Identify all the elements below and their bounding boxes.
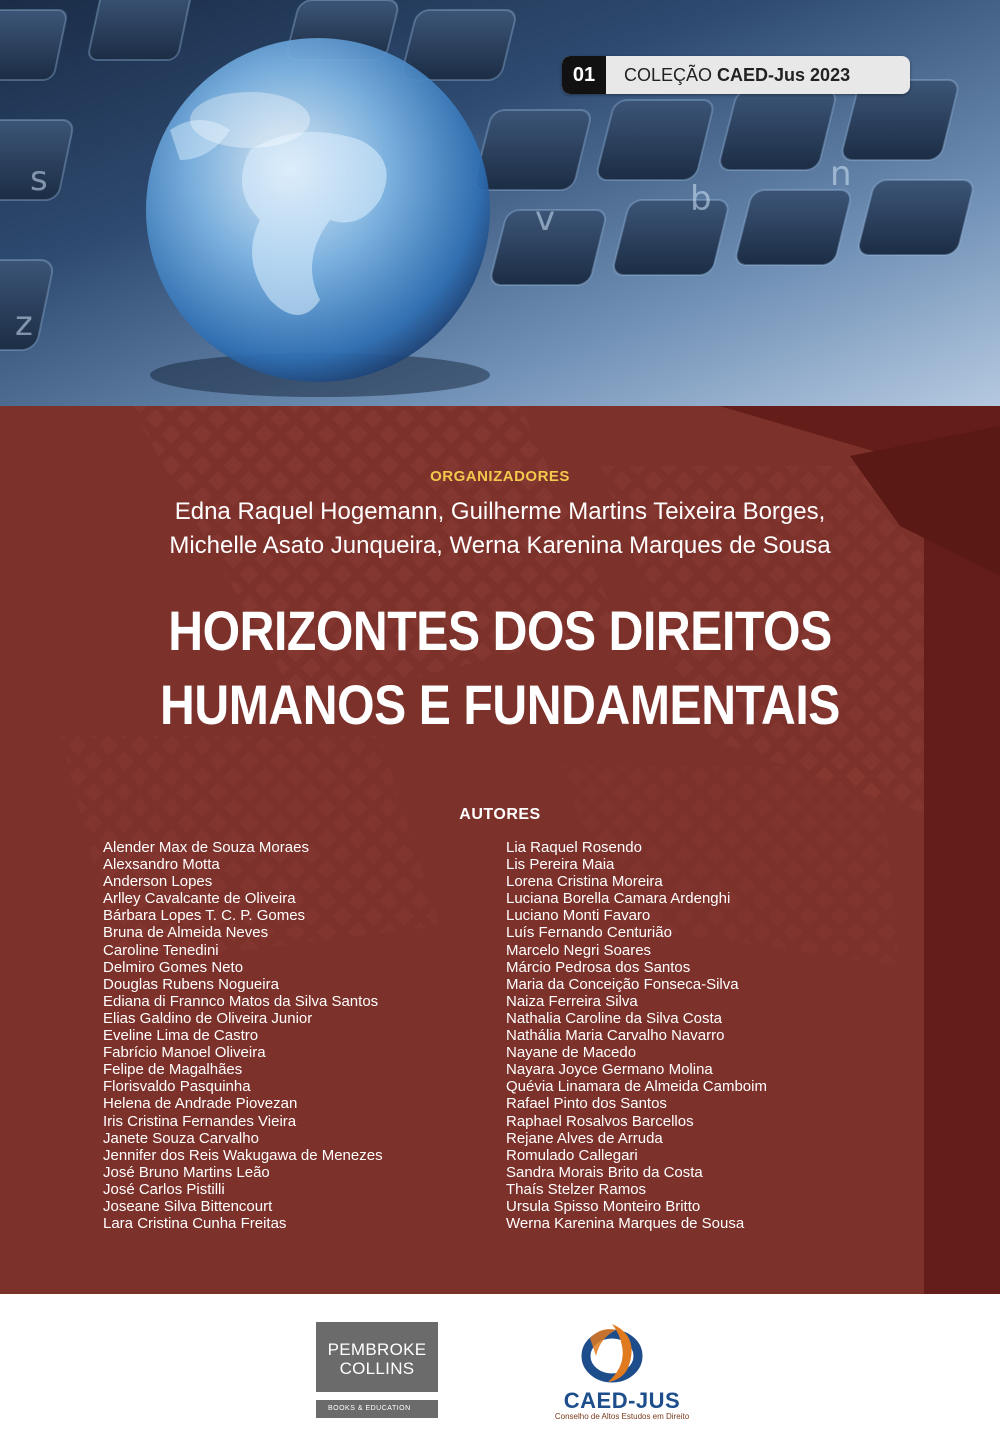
author-name: Werna Karenina Marques de Sousa	[506, 1215, 745, 1233]
collins-text: COLLINS	[339, 1359, 415, 1378]
author-name: Ediana di Frannco Matos da Silva Santos	[103, 992, 379, 1010]
svg-text:z: z	[15, 304, 33, 344]
svg-text:n: n	[830, 154, 852, 194]
books-education-text: BOOKS & EDUCATION	[316, 1400, 438, 1418]
svg-text:s: s	[30, 159, 48, 199]
caed-jus-emblem-icon	[542, 1316, 702, 1388]
author-name: Lorena Cristina Moreira	[506, 873, 663, 891]
organizers-line-2: Michelle Asato Junqueira, Werna Karenina Marques de Sousa	[169, 532, 831, 559]
collection-name: CAED-Jus 2023	[717, 65, 851, 85]
author-name: Raphael Rosalvos Barcellos	[506, 1112, 694, 1130]
author-name: Ursula Spisso Monteiro Britto	[506, 1197, 701, 1215]
author-name: Joseane Silva Bittencourt	[103, 1197, 273, 1215]
author-name: Iris Cristina Fernandes Vieira	[103, 1112, 297, 1130]
svg-text:v: v	[535, 199, 556, 239]
author-name: Fabrício Manoel Oliveira	[103, 1044, 266, 1062]
publisher-footer	[0, 1294, 1000, 1452]
author-name: Márcio Pedrosa dos Santos	[506, 958, 691, 976]
author-name: José Carlos Pistilli	[103, 1180, 225, 1198]
author-name: Marcelo Negri Soares	[506, 941, 652, 959]
caed-jus-subtitle: Conselho de Altos Estudos em Direito	[554, 1412, 690, 1421]
author-name: Naiza Ferreira Silva	[506, 992, 638, 1010]
authors-right-column	[506, 839, 767, 1232]
author-name: Helena de Andrade Piovezan	[103, 1095, 298, 1113]
svg-text:b: b	[690, 179, 712, 219]
author-name: Luciano Monti Favaro	[506, 907, 651, 925]
author-name: José Bruno Martins Leão	[103, 1163, 270, 1181]
book-title-line-1: HORIZONTES DOS DIREITOS	[168, 599, 832, 662]
author-name: Romulado Callegari	[506, 1146, 638, 1164]
author-name: Douglas Rubens Nogueira	[103, 975, 279, 993]
volume-number: 01	[562, 56, 606, 94]
author-name: Bruna de Almeida Neves	[103, 924, 269, 942]
author-name: Jennifer dos Reis Wakugawa de Menezes	[103, 1146, 383, 1164]
pembroke-text: PEMBROKE	[327, 1340, 427, 1359]
author-name: Florisvaldo Pasquinha	[103, 1078, 251, 1096]
author-name: Maria da Conceição Fonseca-Silva	[506, 975, 739, 993]
collection-label	[624, 56, 850, 94]
author-name: Luís Fernando Centurião	[506, 924, 672, 942]
author-name: Thaís Stelzer Ramos	[506, 1180, 647, 1198]
author-name: Luciana Borella Camara Ardenghi	[506, 890, 731, 908]
author-name: Rejane Alves de Arruda	[506, 1129, 663, 1147]
caed-jus-name: CAED-JUS	[563, 1388, 681, 1413]
pembroke-collins-box	[316, 1322, 438, 1392]
author-name: Nayane de Macedo	[506, 1044, 637, 1062]
author-name: Eveline Lima de Castro	[103, 1027, 259, 1045]
book-title-line-2: HUMANOS E FUNDAMENTAIS	[160, 673, 840, 736]
organizers-line-1: Edna Raquel Hogemann, Guilherme Martins Teixeira Borges,	[174, 498, 826, 525]
author-name: Janete Souza Carvalho	[103, 1129, 259, 1147]
author-name: Lis Pereira Maia	[506, 856, 615, 874]
author-name: Felipe de Magalhães	[103, 1061, 243, 1079]
authors-left-column	[103, 839, 383, 1232]
author-name: Arlley Cavalcante de Oliveira	[103, 890, 296, 908]
author-name: Alender Max de Souza Moraes	[103, 839, 309, 856]
authors-heading: AUTORES	[459, 806, 541, 823]
author-name: Sandra Morais Brito da Costa	[506, 1163, 703, 1181]
author-name: Nathalia Caroline da Silva Costa	[506, 1009, 722, 1027]
author-name: Delmiro Gomes Neto	[103, 958, 244, 976]
collection-badge	[562, 56, 910, 94]
author-name: Quévia Linamara de Almeida Camboim	[506, 1078, 767, 1096]
author-name: Bárbara Lopes T. C. P. Gomes	[103, 907, 306, 925]
caed-jus-logo	[542, 1316, 702, 1422]
organizers-heading: ORGANIZADORES	[430, 468, 570, 485]
author-name: Lia Raquel Rosendo	[506, 839, 642, 856]
author-name: Rafael Pinto dos Santos	[506, 1095, 667, 1113]
author-name: Anderson Lopes	[103, 873, 213, 891]
author-name: Elias Galdino de Oliveira Junior	[103, 1009, 313, 1027]
collection-prefix: COLEÇÃO	[624, 65, 718, 85]
author-name: Caroline Tenedini	[103, 941, 219, 959]
author-name: Nayara Joyce Germano Molina	[506, 1061, 713, 1079]
author-name: Alexsandro Motta	[103, 856, 220, 874]
author-name: Lara Cristina Cunha Freitas	[103, 1215, 287, 1233]
pembroke-collins-logo	[316, 1322, 438, 1418]
author-name: Nathália Maria Carvalho Navarro	[506, 1027, 725, 1045]
